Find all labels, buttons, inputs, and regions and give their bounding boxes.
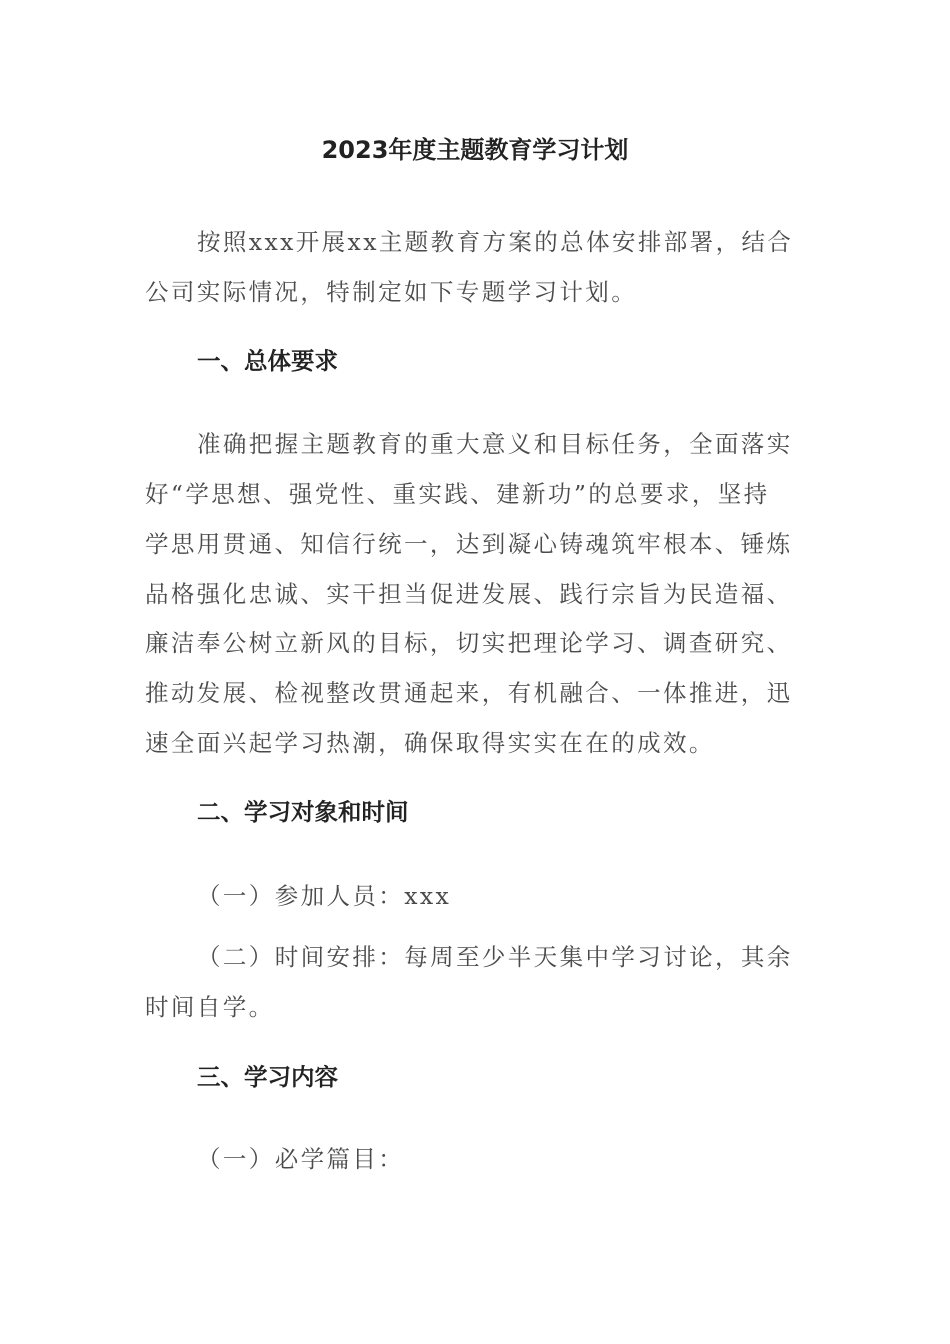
- intro-line-2: 公司实际情况，特制定如下专题学习计划。: [145, 278, 638, 306]
- section-heading-audience-and-time: 二、学习对象和时间: [197, 798, 409, 826]
- section-heading-general-requirements: 一、总体要求: [197, 347, 338, 375]
- requirements-line-3: 学思用贯通、知信行统一，达到凝心铸魂筑牢根本、锤炼: [145, 530, 793, 558]
- schedule-line-1: （二）时间安排：每周至少半天集中学习讨论，其余: [197, 943, 793, 971]
- requirements-line-7: 速全面兴起学习热潮，确保取得实实在在的成效。: [145, 729, 715, 757]
- requirements-line-1: 准确把握主题教育的重大意义和目标任务，全面落实: [197, 430, 793, 458]
- requirements-line-5: 廉洁奉公树立新风的目标，切实把理论学习、调查研究、: [145, 629, 793, 657]
- requirements-line-4: 品格强化忠诚、实干担当促进发展、践行宗旨为民造福、: [145, 580, 793, 608]
- intro-line-1: 按照xxx开展xx主题教育方案的总体安排部署，结合: [197, 228, 794, 256]
- requirements-line-2: 好“学思想、强党性、重实践、建新功”的总要求，坚持: [145, 480, 770, 508]
- required-readings-line: （一）必学篇目：: [197, 1145, 405, 1173]
- participants-line: （一）参加人员：xxx: [197, 882, 452, 910]
- section-heading-study-content: 三、学习内容: [197, 1063, 338, 1091]
- schedule-line-2: 时间自学。: [145, 993, 275, 1021]
- requirements-line-6: 推动发展、检视整改贯通起来，有机融合、一体推进，迅: [145, 679, 793, 707]
- document-title: 2023年度主题教育学习计划: [321, 136, 629, 164]
